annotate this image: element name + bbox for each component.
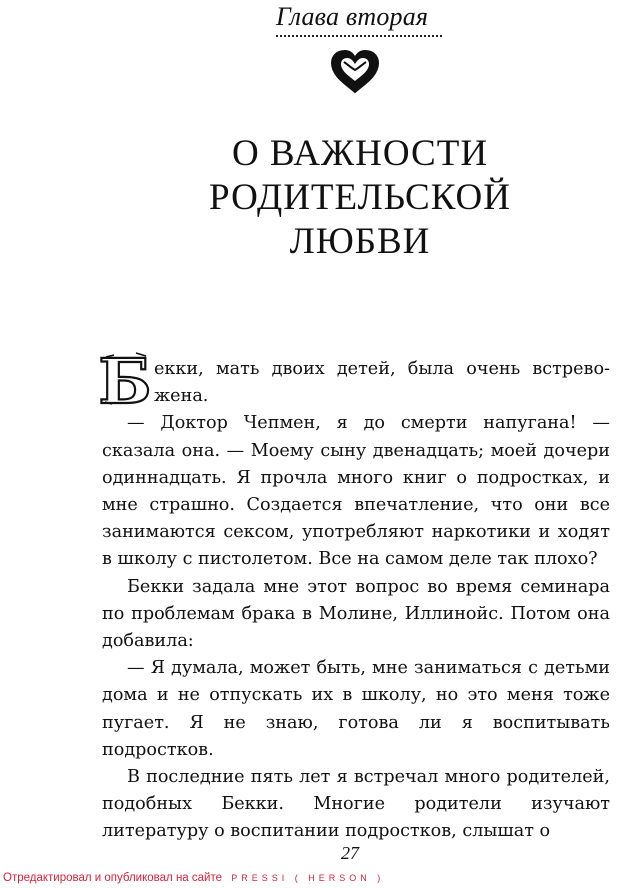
- paragraph-5: В последние пять лет я встречал много родителей, подобных Бекки. Многие родители изучают литературу о воспитании подростков, слышат о: [102, 767, 610, 842]
- footer-credit-brand[interactable]: PRESSI ( HERSON ): [231, 873, 385, 883]
- body-text: [102, 356, 610, 846]
- chapter-label: Глава вторая: [276, 2, 429, 31]
- page-number: 27: [341, 843, 359, 863]
- chapter-title-line-3: ЛЮБВИ: [289, 221, 431, 262]
- paragraph-3: Бекки задала мне этот вопрос во время семинара по проблемам брака в Молине, Иллинойс. Потом она добавила:: [102, 576, 610, 652]
- drop-cap-glyph: Б: [98, 347, 152, 411]
- paragraph-4: — Я думала, может быть, мне заниматься с детьми дома и не отпускать их в школу, но это меня тоже пугает. Я не знаю, готова ли я воспитывать подростков.: [102, 658, 610, 760]
- chapter-title-line-1: О ВАЖНОСТИ: [231, 133, 489, 174]
- paragraph-1-line-2: жена.: [154, 386, 209, 407]
- paragraph-1-line-1: екки, мать двоих детей, была очень встрево-: [154, 359, 610, 379]
- paragraph-1: [102, 356, 610, 410]
- chapter-title-line-2: РОДИТЕЛЬСКОЙ: [209, 177, 511, 218]
- footer-credit-text: Отредактировал и опубликовал на сайте: [3, 872, 222, 884]
- chapter-label-underline: [276, 35, 442, 37]
- chapter-title: [130, 132, 590, 264]
- heart-icon: [328, 48, 382, 96]
- footer-credit: [3, 872, 384, 884]
- paragraph-2: — Доктор Чепмен, я до смерти напугана! — сказала она. — Моему сыну двенадцать; моей дочери одиннадцать. Я прочла много книг о подростках, и мне страшно. Создается впечатление, что они все занимаются сексом, употребляют наркотики и ходят в школу с пистолетом. Все на самом деле так плохо?: [102, 413, 610, 570]
